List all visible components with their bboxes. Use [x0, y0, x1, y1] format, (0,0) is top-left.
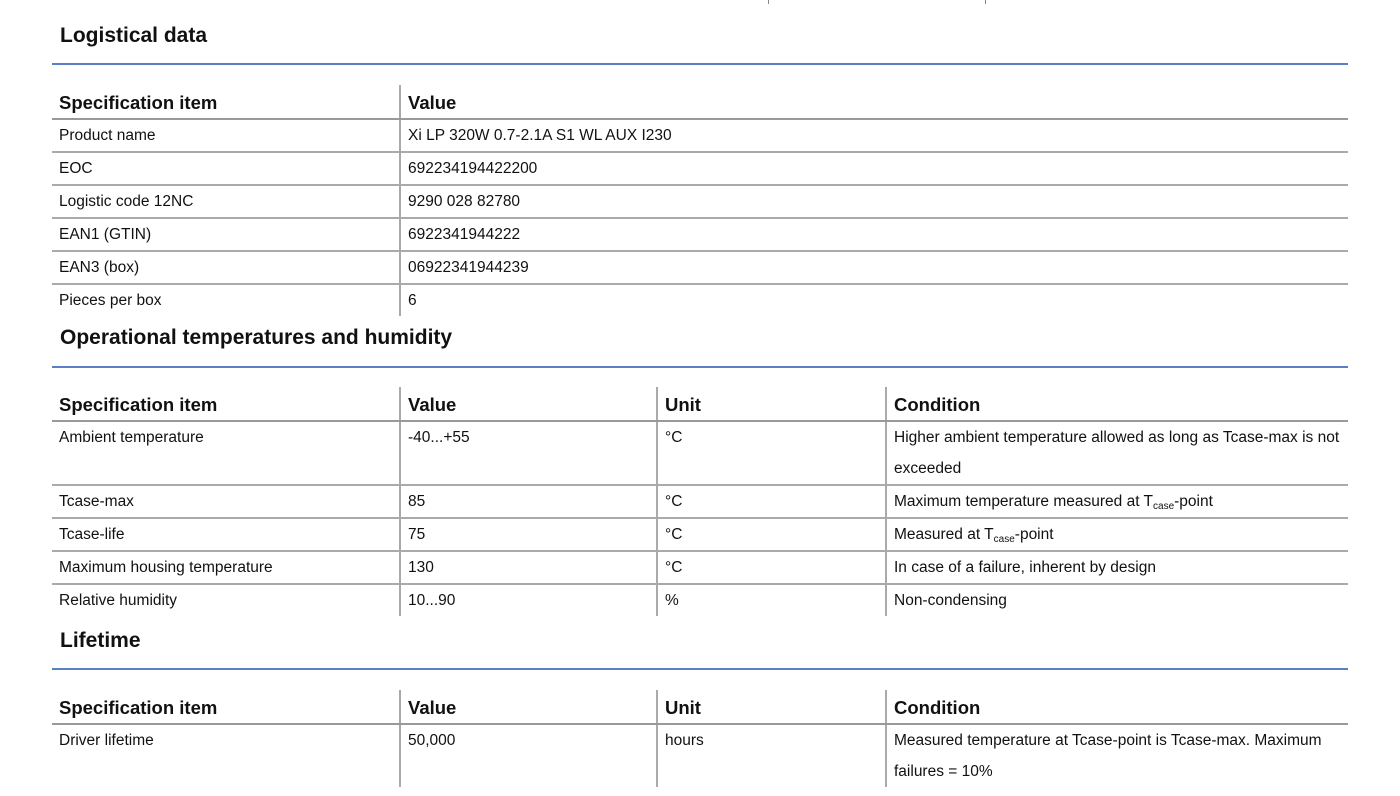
table-cell: 10...90: [400, 584, 657, 616]
table-row: [52, 421, 1348, 485]
subscript-text: case: [1153, 501, 1175, 512]
cell-text: Measured at T: [894, 526, 994, 543]
table-row: [52, 485, 1348, 518]
table-cell: hours: [657, 724, 886, 787]
table-cell: Ambient temperature: [52, 421, 400, 485]
table-row: [52, 185, 1348, 218]
table-cell: Driver lifetime: [59, 732, 154, 749]
table-cell: Xi LP 320W 0.7-2.1A S1 WL AUX I230: [400, 119, 1348, 152]
table-cell: 9290 028 82780: [400, 185, 1348, 218]
logistical-data-table: [52, 85, 1348, 316]
table-row: [52, 584, 1348, 616]
section-title-logistical: Logistical data: [60, 24, 208, 47]
table-cell: [886, 485, 1348, 518]
table-row: [52, 551, 1348, 584]
column-header: Specification item: [52, 387, 400, 421]
table-cell: °C: [657, 421, 886, 485]
table-cell: Tcase-life: [52, 518, 400, 551]
section-title-lifetime: Lifetime: [60, 629, 141, 652]
column-header: Specification item: [52, 690, 400, 724]
cell-text: Maximum temperature measured at T: [894, 493, 1154, 510]
column-header: Unit: [657, 387, 886, 421]
table-cell: 692234194422200: [400, 152, 1348, 185]
table-cell: Relative humidity: [59, 592, 178, 609]
table-cell: 6922341944222: [400, 218, 1348, 251]
column-header: Specification item: [52, 85, 400, 119]
table-row: [52, 251, 1348, 284]
table-cell: 50,000: [400, 724, 657, 787]
table-header-row: [52, 690, 1348, 724]
table-cell: 130: [400, 551, 657, 584]
table-cell: 06922341944239: [400, 251, 1348, 284]
cell-text: -point: [1014, 526, 1054, 543]
table-cell: %: [657, 584, 886, 616]
table-cell: Non-condensing: [886, 584, 1348, 616]
operational-temperatures-table: [52, 387, 1348, 616]
table-cell: EOC: [52, 152, 400, 185]
column-header: Value: [400, 387, 657, 421]
column-header: Condition: [886, 690, 1348, 724]
table-cell: °C: [657, 518, 886, 551]
table-cell: EAN3 (box): [52, 251, 400, 284]
lifetime-table: [52, 690, 1348, 787]
table-cell: °C: [657, 485, 886, 518]
section-rule: [52, 63, 1348, 65]
column-header: Unit: [657, 690, 886, 724]
section-rule: [52, 668, 1348, 670]
column-header: Condition: [886, 387, 1348, 421]
table-cell: -40...+55: [400, 421, 657, 485]
table-cell: Logistic code 12NC: [52, 185, 400, 218]
table-row: [52, 724, 1348, 787]
table-cell: 6: [400, 284, 1348, 316]
table-row: [52, 518, 1348, 551]
table-cell: [886, 518, 1348, 551]
column-header: Value: [400, 85, 1348, 119]
table-cell: In case of a failure, inherent by design: [886, 551, 1348, 584]
table-cell: 85: [400, 485, 657, 518]
section-title-operational: Operational temperatures and humidity: [60, 326, 453, 349]
subscript-text: case: [993, 534, 1015, 545]
table-cell: °C: [657, 551, 886, 584]
table-row: [52, 119, 1348, 152]
column-header: Value: [400, 690, 657, 724]
previous-table-fragment: [768, 0, 986, 4]
table-cell: Product name: [52, 119, 400, 152]
cell-text: -point: [1174, 493, 1213, 510]
table-cell: 75: [400, 518, 657, 551]
table-cell: Pieces per box: [59, 292, 162, 309]
table-cell: Measured temperature at Tcase-point is Tcase-max. Maximum failures = 10%: [886, 724, 1348, 787]
table-row: [52, 284, 1348, 316]
table-row: [52, 152, 1348, 185]
table-row: [52, 218, 1348, 251]
table-cell: Maximum housing temperature: [52, 551, 400, 584]
table-header-row: [52, 85, 1348, 119]
table-header-row: [52, 387, 1348, 421]
table-cell: Higher ambient temperature allowed as long as Tcase-max is not exceeded: [886, 421, 1348, 485]
table-cell: Tcase-max: [52, 485, 400, 518]
section-rule: [52, 366, 1348, 368]
table-cell: EAN1 (GTIN): [52, 218, 400, 251]
